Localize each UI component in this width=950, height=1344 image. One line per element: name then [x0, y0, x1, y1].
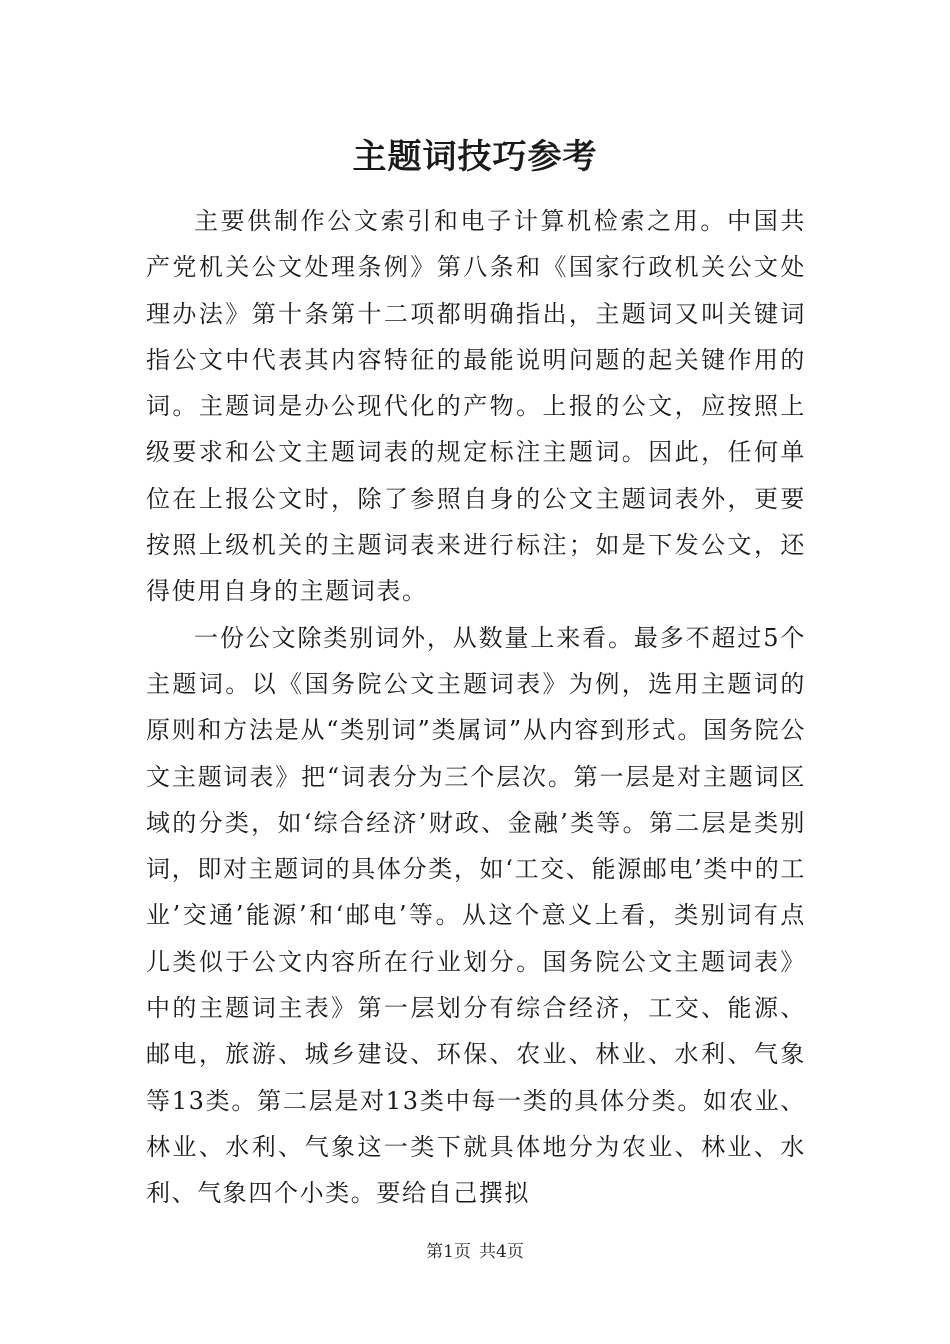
- paragraph-2: 一份公文除类别词外，从数量上来看。最多不超过5个主题词。以《国务院公文主题词表》为例，选用主题词的原则和方法是从“类别词”类属词”从内容到形式。国务院公文主题词表》把“词表分为三个层次。第一层是对主题词区域的分类，如‘综合经济’财政、金融’类等。第二层是类别词，即对主题词的具体分类，如‘工交、能源邮电’类中的工业’交通’能源’和‘邮电’等。从这个意义上看，类别词有点儿类似于公文内容所在行业划分。国务院公文主题词表》中的主题词主表》第一层划分有综合经济，工交、能源、邮电，旅游、城乡建设、环保、农业、林业、水利、气象等13类。第二层是对13类中每一类的具体分类。如农业、林业、水利、气象这一类下就具体地分为农业、林业、水利、气象四个小类。要给自己撰拟: [146, 623, 806, 1208]
- paragraph-1: 主要供制作公文索引和电子计算机检索之用。中国共产党机关公文处理条例》第八条和《国家行政机关公文处理办法》第十条第十二项都明确指出，主题词又叫关键词指公文中代表其内容特征的最能说明问题的起关键作用的词。主题词是办公现代化的产物。上报的公文，应按照上级要求和公文主题词表的规定标注主题词。因此，任何单位在上报公文时，除了参照自身的公文主题词表外，更要按照上级机关的主题词表来进行标注；如是下发公文，还得使用自身的主题词表。: [146, 207, 806, 606]
- document-title: 主题词技巧参考: [352, 137, 598, 177]
- document-body: [146, 198, 806, 1217]
- page-footer: [0, 1240, 950, 1264]
- page-number: 第1页: [426, 1242, 471, 1262]
- page-total: 共4页: [479, 1242, 524, 1262]
